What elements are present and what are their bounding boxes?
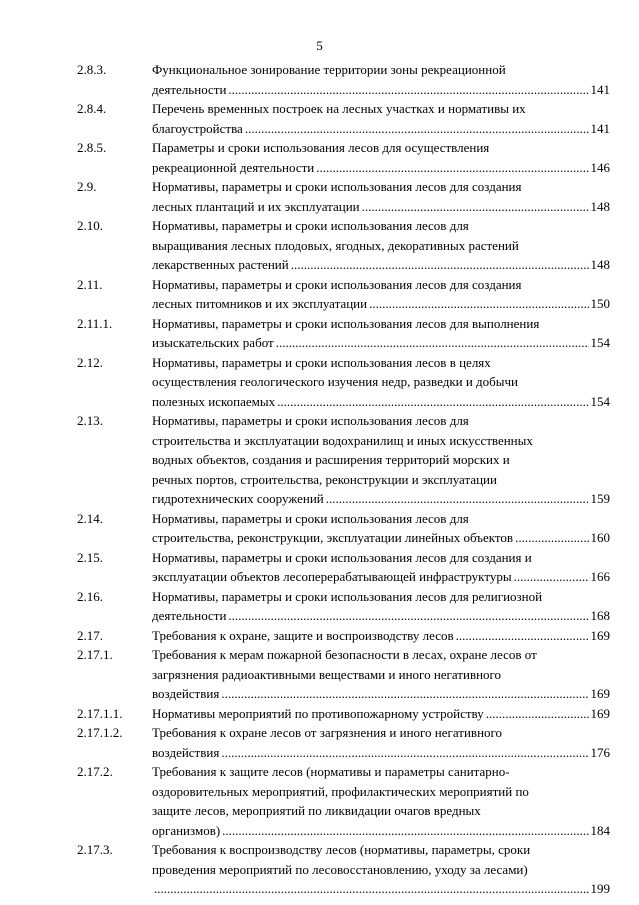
toc-entry bbox=[0, 99, 639, 138]
dot-leader bbox=[456, 626, 589, 646]
toc-entry bbox=[0, 509, 639, 548]
toc-entry-leader-line bbox=[152, 197, 610, 217]
toc-entry-title-line: Нормативы, параметры и сроки использования лесов для создания bbox=[152, 179, 522, 194]
toc-entry-title bbox=[152, 60, 610, 99]
toc-entry-title-line: Параметры и сроки использования лесов для осуществления bbox=[152, 140, 490, 155]
dot-leader bbox=[245, 119, 589, 139]
toc-entry-title-line: Нормативы мероприятий по противопожарному устройству bbox=[152, 705, 484, 721]
toc-entry-title-line: Нормативы, параметры и сроки использования лесов для религиозной bbox=[152, 588, 543, 604]
dot-leader bbox=[228, 80, 588, 100]
toc-entry-leader-line bbox=[152, 821, 610, 841]
toc-entry-number: 2.16. bbox=[77, 588, 103, 604]
toc-entry-title-line: организмов) bbox=[152, 822, 221, 838]
toc-entry bbox=[0, 548, 639, 587]
dot-leader bbox=[515, 528, 588, 548]
toc-entry-title-line: деятельности bbox=[152, 81, 227, 97]
toc-entry-title-line: изыскательских работ bbox=[152, 335, 274, 350]
toc-entry-page-number: 169 bbox=[590, 627, 610, 643]
toc-entry-title bbox=[152, 99, 610, 138]
toc-entry-number: 2.11. bbox=[77, 276, 103, 292]
toc-entry-title-line: рекреационной деятельности bbox=[152, 159, 315, 175]
toc-entry-title-line: воздействия bbox=[152, 744, 220, 760]
toc-entry-title-line: Требования к защите лесов (нормативы и параметры санитарно- bbox=[152, 764, 510, 779]
toc-entry-title-line: загрязнения радиоактивными веществами и иного негативного bbox=[152, 666, 502, 682]
toc-entry-leader-line bbox=[152, 626, 610, 646]
toc-entry-number: 2.10. bbox=[77, 218, 103, 233]
toc-entry-title-line: эксплуатации объектов лесоперерабатывающей инфраструктуры bbox=[152, 569, 512, 584]
toc-entry-page-number: 160 bbox=[590, 530, 610, 545]
toc-entry-page-number: 150 bbox=[590, 296, 610, 311]
dot-leader bbox=[277, 392, 588, 412]
toc-entry-leader-line bbox=[152, 489, 610, 509]
toc-entry-page-number: 168 bbox=[590, 608, 610, 623]
toc-entry-title bbox=[152, 216, 610, 275]
toc-entry-title-line: Требования к охране, защите и воспроизводству лесов bbox=[152, 627, 454, 643]
toc-entry-title bbox=[152, 548, 610, 587]
toc-entry-leader-line bbox=[152, 392, 610, 412]
toc-entry bbox=[0, 704, 639, 724]
toc-entry-title-line: строительства, реконструкции, эксплуатации линейных объектов bbox=[152, 530, 514, 545]
toc-entry-page-number: 154 bbox=[590, 335, 610, 350]
toc-entry-number: 2.15. bbox=[77, 549, 103, 565]
toc-entry-leader-line bbox=[152, 879, 610, 899]
toc-entry-number: 2.9. bbox=[77, 179, 97, 194]
toc-entry-leader-line bbox=[152, 294, 610, 314]
toc-entry-title bbox=[152, 177, 610, 216]
toc-entry-title-line: Функциональное зонирование территории зоны рекреационной bbox=[152, 62, 506, 77]
toc-entry-title bbox=[152, 723, 610, 762]
toc-entry-title-line: полезных ископаемых bbox=[152, 393, 276, 409]
dot-leader bbox=[276, 333, 589, 353]
toc-entry-leader-line bbox=[152, 704, 610, 724]
toc-entry-title bbox=[152, 645, 610, 704]
toc-entry-title bbox=[152, 314, 610, 353]
toc-entry-title-line: Нормативы, параметры и сроки использования лесов для bbox=[152, 413, 469, 428]
toc-entry-title-line: лекарственных растений bbox=[152, 257, 289, 272]
toc-entry-title bbox=[152, 762, 610, 840]
toc-entry-title-line: Нормативы, параметры и сроки использования лесов для bbox=[152, 510, 469, 526]
dot-leader bbox=[514, 567, 589, 587]
toc-entry-number: 2.8.4. bbox=[77, 101, 107, 116]
toc-entry bbox=[0, 138, 639, 177]
toc-entry-leader-line bbox=[152, 333, 610, 353]
dot-leader bbox=[316, 158, 588, 178]
toc-entry bbox=[0, 723, 639, 762]
dot-leader bbox=[228, 606, 588, 626]
dot-leader bbox=[222, 821, 588, 841]
toc-entry-title-line: Нормативы, параметры и сроки использования лесов в целях bbox=[152, 354, 491, 370]
toc-entry bbox=[0, 762, 639, 840]
toc-entry bbox=[0, 177, 639, 216]
toc-entry bbox=[0, 216, 639, 275]
dot-leader bbox=[369, 294, 588, 314]
toc-entry-number: 2.13. bbox=[77, 413, 103, 428]
toc-entry-title-line: защите лесов, мероприятий по ликвидации очагов вредных bbox=[152, 803, 481, 818]
toc-entry-number: 2.17.1. bbox=[77, 647, 113, 662]
toc-entry-title-line: Нормативы, параметры и сроки использования лесов для создания и bbox=[152, 549, 532, 565]
toc-entry-page-number: 154 bbox=[590, 393, 610, 409]
toc-entry-page-number: 184 bbox=[590, 822, 610, 838]
toc-entry bbox=[0, 314, 639, 353]
toc-entry-leader-line bbox=[152, 606, 610, 626]
toc-entry bbox=[0, 411, 639, 509]
toc-entry-page-number: 169 bbox=[590, 686, 610, 701]
toc-entry-title-line: Требования к мерам пожарной безопасности в лесах, охране лесов от bbox=[152, 647, 537, 662]
toc-entry-page-number: 166 bbox=[590, 569, 610, 584]
toc-entry-title-line: речных портов, строительства, реконструкции и эксплуатации bbox=[152, 471, 497, 487]
toc-entry-leader-line bbox=[152, 119, 610, 139]
toc-entry-title bbox=[152, 704, 610, 724]
dot-leader bbox=[486, 704, 589, 724]
toc-entry-page-number: 141 bbox=[590, 120, 610, 136]
toc-entry-number: 2.17.1.1. bbox=[77, 705, 123, 721]
dot-leader bbox=[221, 684, 588, 704]
toc-entry bbox=[0, 353, 639, 412]
toc-entry-title-line: благоустройства bbox=[152, 120, 243, 136]
toc-entry-title bbox=[152, 840, 610, 899]
toc-entry-title-line: Нормативы, параметры и сроки использования лесов для создания bbox=[152, 276, 522, 292]
toc-entry-title-line: Нормативы, параметры и сроки использования лесов для выполнения bbox=[152, 315, 540, 331]
toc-entry-leader-line bbox=[152, 743, 610, 763]
dot-leader bbox=[221, 743, 588, 763]
toc-entry-title-line: строительства и эксплуатации водохранилищ и иных искусственных bbox=[152, 432, 533, 448]
toc-entry-title bbox=[152, 138, 610, 177]
toc-entry-title-line: Нормативы, параметры и сроки использования лесов для bbox=[152, 218, 469, 233]
toc-entry bbox=[0, 587, 639, 626]
toc-entry-title bbox=[152, 411, 610, 509]
toc-entry-title bbox=[152, 353, 610, 412]
toc-entry bbox=[0, 626, 639, 646]
toc-entry-title bbox=[152, 626, 610, 646]
toc-entry-number: 2.17.1.2. bbox=[77, 725, 123, 740]
toc-entry-title-line: Перечень временных построек на лесных участках и нормативы их bbox=[152, 101, 526, 116]
toc-entry bbox=[0, 60, 639, 99]
toc-entry-title-line: деятельности bbox=[152, 608, 227, 623]
toc-entry-title-line: выращивания лесных плодовых, ягодных, декоративных растений bbox=[152, 237, 519, 253]
toc-entry-title-line: осуществления геологического изучения недр, разведки и добычи bbox=[152, 374, 519, 389]
toc-entry-page-number: 176 bbox=[590, 744, 610, 760]
toc-entry-leader-line bbox=[152, 255, 610, 275]
dot-leader bbox=[291, 255, 589, 275]
toc-entry-page-number: 148 bbox=[590, 257, 610, 272]
toc-entry-leader-line bbox=[152, 80, 610, 100]
toc-entry-number: 2.17. bbox=[77, 627, 103, 643]
toc-entry-page-number: 159 bbox=[590, 491, 610, 506]
toc-entry bbox=[0, 275, 639, 314]
toc-entry bbox=[0, 645, 639, 704]
toc-entry-title bbox=[152, 587, 610, 626]
dot-leader bbox=[154, 879, 589, 899]
toc-entry-leader-line bbox=[152, 528, 610, 548]
toc-entry-number: 2.14. bbox=[77, 510, 103, 526]
toc-entry-title-line: воздействия bbox=[152, 686, 220, 701]
toc-entry-number: 2.17.3. bbox=[77, 842, 113, 857]
toc-entry-page-number: 199 bbox=[590, 881, 610, 896]
toc-entry-title-line: проведения мероприятий по лесовосстановлению, уходу за лесами) bbox=[152, 861, 528, 877]
toc-entry-page-number: 146 bbox=[590, 159, 610, 175]
toc-entry-leader-line bbox=[152, 567, 610, 587]
toc-entry-title-line: водных объектов, создания и расширения территорий морских и bbox=[152, 452, 510, 467]
toc-entry-title-line: Требования к воспроизводству лесов (нормативы, параметры, сроки bbox=[152, 842, 531, 857]
toc-entry-title-line: лесных питомников и их эксплуатации bbox=[152, 296, 368, 311]
toc-entry bbox=[0, 840, 639, 899]
toc-entry-leader-line bbox=[152, 158, 610, 178]
toc-entry-title bbox=[152, 275, 610, 314]
toc-entry-number: 2.12. bbox=[77, 354, 103, 370]
toc-entry-title-line: лесных плантаций и их эксплуатации bbox=[152, 198, 360, 214]
toc-entry-title-line: оздоровительных мероприятий, профилактических мероприятий по bbox=[152, 783, 529, 799]
table-of-contents bbox=[0, 60, 639, 899]
toc-entry-number: 2.8.5. bbox=[77, 140, 107, 155]
toc-entry-page-number: 148 bbox=[590, 198, 610, 214]
toc-entry-title-line: Требования к охране лесов от загрязнения и иного негативного bbox=[152, 725, 503, 740]
page-number: 5 bbox=[316, 38, 323, 53]
dot-leader bbox=[362, 197, 589, 217]
dot-leader bbox=[326, 489, 589, 509]
toc-entry-number: 2.8.3. bbox=[77, 62, 107, 77]
toc-entry-leader-line bbox=[152, 684, 610, 704]
toc-entry-title bbox=[152, 509, 610, 548]
toc-entry-number: 2.11.1. bbox=[77, 315, 113, 331]
toc-entry-number: 2.17.2. bbox=[77, 764, 113, 779]
toc-entry-page-number: 141 bbox=[590, 81, 610, 97]
toc-entry-page-number: 169 bbox=[590, 705, 610, 721]
toc-entry-title-line: гидротехнических сооружений bbox=[152, 491, 324, 506]
